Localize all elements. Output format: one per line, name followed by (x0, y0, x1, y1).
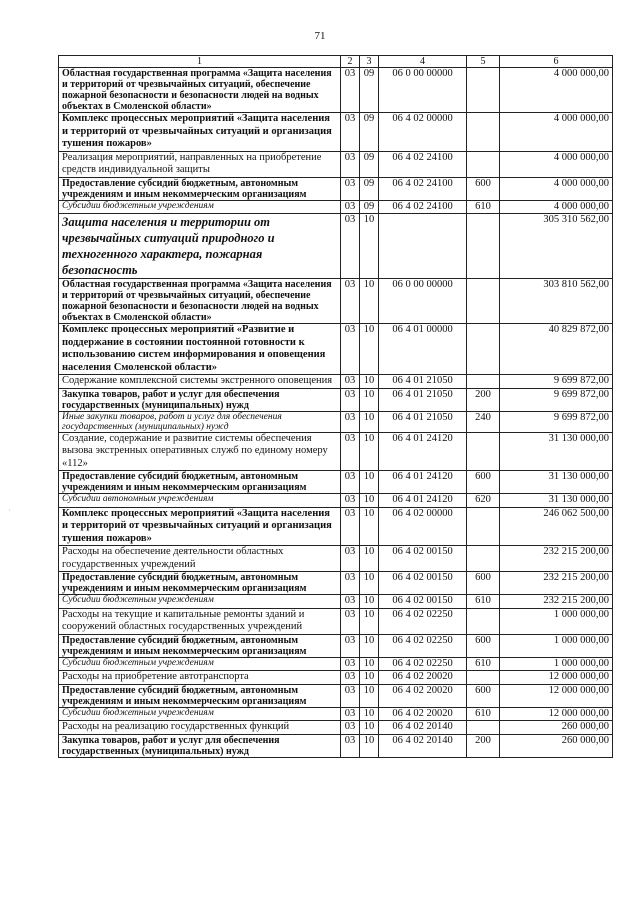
row-target-article: 06 4 02 20020 (379, 671, 467, 685)
row-name: Комплекс процессных мероприятий «Развитие и поддержание в состоянии постоянной готовности к использованию систем информирования и оповещения населения Смоленской области» (59, 324, 341, 375)
row-section: 03 (341, 375, 360, 389)
row-target-article: 06 4 02 20020 (379, 707, 467, 721)
table-row (59, 634, 613, 657)
row-subsection: 10 (360, 507, 379, 546)
row-section: 03 (341, 595, 360, 609)
row-target-article: 06 4 02 00000 (379, 113, 467, 152)
row-target-article: 06 4 02 02250 (379, 608, 467, 634)
row-name: Субсидии бюджетным учреждениям (59, 707, 341, 721)
row-section: 03 (341, 177, 360, 200)
header-col-5: 5 (467, 56, 500, 68)
row-subsection: 10 (360, 375, 379, 389)
row-section: 03 (341, 721, 360, 735)
table-row (59, 671, 613, 685)
row-name: Предоставление субсидий бюджетным, автономным учреждениям и иным некоммерческим организациям (59, 634, 341, 657)
row-expense-type (467, 721, 500, 735)
row-name: Защита населения и территории от чрезвычайных ситуаций природного и техногенного характера, пожарная безопасность (59, 214, 341, 279)
row-target-article: 06 4 02 00150 (379, 572, 467, 595)
table-row (59, 572, 613, 595)
row-subsection: 10 (360, 546, 379, 572)
row-subsection: 10 (360, 684, 379, 707)
row-expense-type (467, 608, 500, 634)
row-subsection: 09 (360, 177, 379, 200)
row-name: Областная государственная программа «Защита населения и территорий от чрезвычайных ситуаций, обеспечение пожарной безопасности и безопасности людей на водных объектах в Смоленской области» (59, 279, 341, 324)
row-amount: 260 000,00 (500, 734, 613, 757)
row-expense-type (467, 279, 500, 324)
row-target-article: 06 0 00 00000 (379, 68, 467, 113)
row-name: Содержание комплексной системы экстренного оповещения (59, 375, 341, 389)
row-amount: 303 810 562,00 (500, 279, 613, 324)
row-subsection: 10 (360, 721, 379, 735)
table-row (59, 608, 613, 634)
row-section: 03 (341, 432, 360, 471)
row-target-article: 06 4 02 24100 (379, 177, 467, 200)
row-subsection: 09 (360, 151, 379, 177)
row-amount: 31 130 000,00 (500, 494, 613, 508)
row-amount: 4 000 000,00 (500, 113, 613, 152)
row-section: 03 (341, 507, 360, 546)
row-subsection: 10 (360, 634, 379, 657)
row-expense-type (467, 507, 500, 546)
row-section: 03 (341, 388, 360, 411)
row-expense-type: 620 (467, 494, 500, 508)
row-expense-type: 200 (467, 734, 500, 757)
page-number: 71 (314, 30, 326, 42)
row-amount: 1 000 000,00 (500, 634, 613, 657)
row-target-article: 06 4 01 21050 (379, 388, 467, 411)
table-header (59, 56, 613, 68)
row-target-article: 06 4 02 20140 (379, 734, 467, 757)
row-name: Закупка товаров, работ и услуг для обеспечения государственных (муниципальных) нужд (59, 388, 341, 411)
row-section: 03 (341, 324, 360, 375)
table-row (59, 507, 613, 546)
header-col-6: 6 (500, 56, 613, 68)
table-row (59, 214, 613, 279)
table-row (59, 68, 613, 113)
row-expense-type (467, 113, 500, 152)
table-row (59, 375, 613, 389)
row-target-article: 06 4 02 00150 (379, 595, 467, 609)
row-amount: 40 829 872,00 (500, 324, 613, 375)
row-amount: 260 000,00 (500, 721, 613, 735)
row-expense-type: 240 (467, 411, 500, 432)
row-name: Субсидии бюджетным учреждениям (59, 200, 341, 214)
row-amount: 232 215 200,00 (500, 595, 613, 609)
row-expense-type: 600 (467, 634, 500, 657)
row-name: Комплекс процессных мероприятий «Защита населения и территорий от чрезвычайных ситуаций и организация тушения пожаров» (59, 507, 341, 546)
row-target-article: 06 4 02 20140 (379, 721, 467, 735)
row-expense-type: 610 (467, 707, 500, 721)
header-row (59, 56, 613, 68)
row-subsection: 10 (360, 388, 379, 411)
row-section: 03 (341, 657, 360, 671)
row-expense-type: 600 (467, 572, 500, 595)
row-target-article: 06 4 01 00000 (379, 324, 467, 375)
row-target-article: 06 4 02 02250 (379, 657, 467, 671)
row-subsection: 10 (360, 608, 379, 634)
row-subsection: 10 (360, 595, 379, 609)
row-section: 03 (341, 113, 360, 152)
row-amount: 1 000 000,00 (500, 608, 613, 634)
row-expense-type: 610 (467, 200, 500, 214)
row-amount: 9 699 872,00 (500, 411, 613, 432)
row-name: Создание, содержание и развитие системы обеспечения вызова экстренных оперативных служб по единому номеру «112» (59, 432, 341, 471)
table-row (59, 200, 613, 214)
row-section: 03 (341, 608, 360, 634)
table-row (59, 151, 613, 177)
row-amount: 246 062 500,00 (500, 507, 613, 546)
row-section: 03 (341, 200, 360, 214)
table-row (59, 707, 613, 721)
table-row (59, 595, 613, 609)
row-target-article: 06 4 02 20020 (379, 684, 467, 707)
row-amount: 12 000 000,00 (500, 707, 613, 721)
row-name: Расходы на приобретение автотранспорта (59, 671, 341, 685)
row-amount: 31 130 000,00 (500, 432, 613, 471)
row-amount: 4 000 000,00 (500, 68, 613, 113)
row-expense-type: 600 (467, 684, 500, 707)
table-row (59, 494, 613, 508)
row-target-article: 06 4 02 00000 (379, 507, 467, 546)
row-name: Расходы на текущие и капитальные ремонты зданий и сооружений областных государственных учреждений (59, 608, 341, 634)
row-subsection: 10 (360, 657, 379, 671)
row-expense-type (467, 151, 500, 177)
row-target-article: 06 4 02 24100 (379, 200, 467, 214)
row-name: Предоставление субсидий бюджетным, автономным учреждениям и иным некоммерческим организациям (59, 684, 341, 707)
row-amount: 1 000 000,00 (500, 657, 613, 671)
row-expense-type (467, 214, 500, 279)
row-section: 03 (341, 68, 360, 113)
table-row (59, 388, 613, 411)
row-section: 03 (341, 734, 360, 757)
row-name: Предоставление субсидий бюджетным, автономным учреждениям и иным некоммерческим организациям (59, 177, 341, 200)
row-section: 03 (341, 279, 360, 324)
row-name: Закупка товаров, работ и услуг для обеспечения государственных (муниципальных) нужд (59, 734, 341, 757)
row-section: 03 (341, 671, 360, 685)
budget-table (58, 55, 613, 758)
row-section: 03 (341, 634, 360, 657)
row-section: 03 (341, 494, 360, 508)
row-subsection: 09 (360, 113, 379, 152)
row-expense-type: 600 (467, 177, 500, 200)
row-amount: 4 000 000,00 (500, 177, 613, 200)
row-target-article: 06 4 01 21050 (379, 411, 467, 432)
row-amount: 9 699 872,00 (500, 388, 613, 411)
margin-mark: ˙ (8, 508, 11, 517)
row-amount: 232 215 200,00 (500, 572, 613, 595)
row-expense-type (467, 324, 500, 375)
table-row (59, 721, 613, 735)
row-name: Предоставление субсидий бюджетным, автономным учреждениям и иным некоммерческим организациям (59, 572, 341, 595)
row-expense-type (467, 671, 500, 685)
row-expense-type (467, 375, 500, 389)
table-row (59, 113, 613, 152)
header-col-1: 1 (59, 56, 341, 68)
row-section: 03 (341, 151, 360, 177)
table-row (59, 324, 613, 375)
row-amount: 12 000 000,00 (500, 684, 613, 707)
row-name: Субсидии бюджетным учреждениям (59, 595, 341, 609)
row-name: Реализация мероприятий, направленных на приобретение средств индивидуальной защиты (59, 151, 341, 177)
row-subsection: 10 (360, 494, 379, 508)
row-amount: 4 000 000,00 (500, 200, 613, 214)
table-row (59, 411, 613, 432)
row-target-article: 06 4 02 00150 (379, 546, 467, 572)
table-row (59, 177, 613, 200)
row-target-article: 06 0 00 00000 (379, 279, 467, 324)
row-section: 03 (341, 471, 360, 494)
row-subsection: 09 (360, 68, 379, 113)
row-subsection: 10 (360, 707, 379, 721)
row-target-article: 06 4 02 02250 (379, 634, 467, 657)
row-section: 03 (341, 411, 360, 432)
row-expense-type: 610 (467, 657, 500, 671)
row-amount: 232 215 200,00 (500, 546, 613, 572)
table-row (59, 657, 613, 671)
table-row (59, 471, 613, 494)
row-expense-type: 200 (467, 388, 500, 411)
row-section: 03 (341, 214, 360, 279)
table-row (59, 734, 613, 757)
row-target-article (379, 214, 467, 279)
row-expense-type (467, 546, 500, 572)
row-name: Предоставление субсидий бюджетным, автономным учреждениям и иным некоммерческим организациям (59, 471, 341, 494)
table-row (59, 546, 613, 572)
row-name: Иные закупки товаров, работ и услуг для обеспечения государственных (муниципальных) нужд (59, 411, 341, 432)
row-subsection: 10 (360, 471, 379, 494)
table-row (59, 432, 613, 471)
row-amount: 31 130 000,00 (500, 471, 613, 494)
row-name: Комплекс процессных мероприятий «Защита населения и территорий от чрезвычайных ситуаций и организация тушения пожаров» (59, 113, 341, 152)
row-amount: 305 310 562,00 (500, 214, 613, 279)
row-section: 03 (341, 707, 360, 721)
row-target-article: 06 4 01 24120 (379, 432, 467, 471)
header-col-4: 4 (379, 56, 467, 68)
row-amount: 9 699 872,00 (500, 375, 613, 389)
row-name: Субсидии бюджетным учреждениям (59, 657, 341, 671)
header-col-3: 3 (360, 56, 379, 68)
table-row (59, 684, 613, 707)
row-expense-type (467, 68, 500, 113)
row-expense-type: 600 (467, 471, 500, 494)
row-section: 03 (341, 572, 360, 595)
row-subsection: 10 (360, 279, 379, 324)
row-subsection: 10 (360, 214, 379, 279)
row-expense-type: 610 (467, 595, 500, 609)
table-row (59, 279, 613, 324)
row-target-article: 06 4 01 24120 (379, 471, 467, 494)
row-subsection: 10 (360, 411, 379, 432)
row-name: Субсидии автономным учреждениям (59, 494, 341, 508)
row-expense-type (467, 432, 500, 471)
row-target-article: 06 4 01 24120 (379, 494, 467, 508)
row-subsection: 10 (360, 734, 379, 757)
table-body (59, 68, 613, 758)
header-col-2: 2 (341, 56, 360, 68)
row-amount: 4 000 000,00 (500, 151, 613, 177)
row-subsection: 10 (360, 572, 379, 595)
row-section: 03 (341, 684, 360, 707)
row-target-article: 06 4 01 21050 (379, 375, 467, 389)
row-amount: 12 000 000,00 (500, 671, 613, 685)
row-subsection: 10 (360, 432, 379, 471)
row-name: Расходы на обеспечение деятельности областных государственных учреждений (59, 546, 341, 572)
row-subsection: 10 (360, 324, 379, 375)
row-target-article: 06 4 02 24100 (379, 151, 467, 177)
row-name: Областная государственная программа «Защита населения и территорий от чрезвычайных ситуаций, обеспечение пожарной безопасности и безопасности людей на водных объектах в Смоленской области» (59, 68, 341, 113)
row-subsection: 09 (360, 200, 379, 214)
row-name: Расходы на реализацию государственных функций (59, 721, 341, 735)
row-subsection: 10 (360, 671, 379, 685)
row-section: 03 (341, 546, 360, 572)
